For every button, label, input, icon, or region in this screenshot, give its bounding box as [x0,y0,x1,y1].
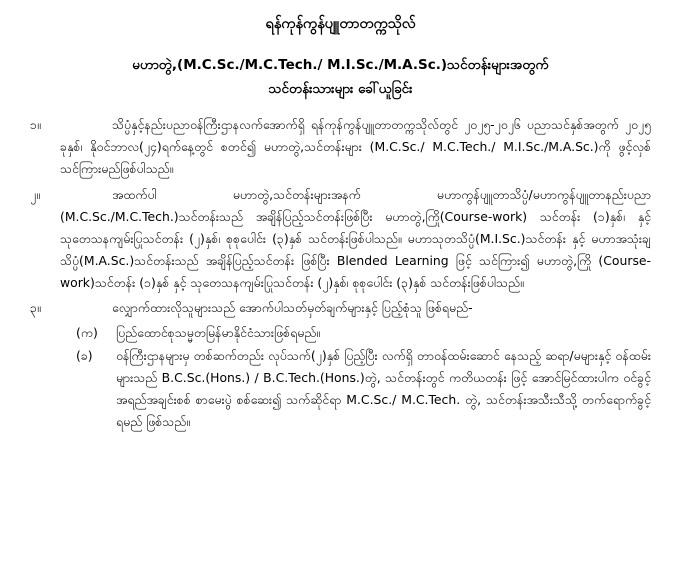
paragraph-2-number: ၂။ [30,186,40,202]
paragraph-2 [30,184,651,294]
paragraph-1 [30,114,651,180]
sub-paragraph-b-text: ဝန်ကြီးဌာနများမှ တစ်ဆက်တည်း လုပ်သက်(၂)နှစ် ပြည့်ပြီး လက်ရှိ တာဝန်ထမ်းဆောင် နေသည့် ဆရာ/မများနှင့် ဝန်ထမ်းများသည် B.C.Sc.(Hons.) / B.C.Tech.(Hons.)တွဲ, သင်တန်းတွင် ကတိယတန်း ဖြင့် အောင်မြင်ထားပါက ဝင်ခွင့်အရည်အချင်းစစ် စာမေးပွဲ စစ်ဆေး၍ သက်ဆိုင်ရာ M.C.Sc./ M.C.Tech. တွဲ, သင်တန်းအသီးသီသို့ တက်ရောက်ခွင့် ရမည် ဖြစ်သည်။ [116,348,651,430]
page-title: ရန်ကုန်ကွန်ပျူတာတက္ကသိုလ် [265,16,416,32]
subtitle-line-2: သင်တန်းသားများ ခေါ်ယူခြင်း [268,81,413,98]
paragraph-1-number: ၁။ [30,117,41,133]
sub-paragraph-b [30,345,651,433]
paragraph-3 [30,297,651,319]
paragraph-3-text: လျှောက်ထားလိုသူများသည် အောက်ပါသတ်မှတ်ချက်များနှင့် ပြည့်စုံသူ ဖြစ်ရမည်- [112,299,473,315]
paragraph-2-text: အထက်ပါ မဟာတွဲ,သင်တန်းများအနက် မဟာကွန်ပျူတာသိပ္ပံ/မဟာကွန်ပျူတာနည်းပညာ (M.C.Sc./M.C.Tech.)သင်တန်းသည် အချိန်ပြည့်သင်တန်းဖြစ်ပြီး မဟာတွဲ,ကြို(Course-work) သင်တန်း (၁)နှစ်၊ နှင့် သုတေသနကျမ်းပြုသင်တန်း (၂)နှစ်၊ စုစုပေါင်း (၃)နှစ် သင်တန်းဖြစ်ပါသည်။ မဟာသုတသိပ္ပံ(M.I.Sc.)သင်တန်း နှင့် မဟာအသုံးချသိပ္ပံ(M.A.Sc.)သင်တန်းသည် အချိန်ပြည့်သင်တန်း ဖြစ်ပြီး Blended Learning ဖြင့် သင်ကြား၍ မဟာတွဲ,ကြို (Course-work)သင်တန်း (၁)နှစ် နှင့် သုတေသနကျမ်းပြုသင်တန်း (၂)နှစ်၊ စုစုပေါင်း (၃)နှစ် သင်တန်းဖြစ်ပါသည်။ [60,186,651,290]
paragraph-3-number: ၃။ [30,299,41,315]
sub-paragraph-a-number: (က) [76,324,98,340]
sub-paragraph-a-text: ပြည်ထောင်စုသမ္မတမြန်မာနိုင်ငံသားဖြစ်ရမည်။ [116,324,321,340]
paragraph-1-text: သိပ္ပံနှင့်နည်းပညာဝန်ကြီးဌာနလက်အောက်ရှိ ရန်ကုန်ကွန်ပျူတာတက္ကသိုလ်တွင် ၂၀၂၅-၂၀၂၆ ပညာသင်နှစ်အတွက် ၂၀၂၅ ခုနှစ်၊ နိုဝင်ဘာလ(၂၄)ရက်နေ့တွင် စတင်၍ မဟာတွဲ,သင်တန်းများ (M.C.Sc./ M.C.Tech./ M.I.Sc./M.A.Sc.)ကို ဖွင့်လှစ်သင်ကြားမည်ဖြစ်ပါသည်။ [60,117,651,177]
sub-paragraph-b-number: (ခ) [76,348,93,364]
sub-paragraph-a [30,322,651,344]
title-block [30,14,651,100]
subtitle-line-1: မဟာတွဲ,(M.C.Sc./M.C.Tech./ M.I.Sc./M.A.Sc.)သင်တန်းများအတွက် [132,56,549,73]
